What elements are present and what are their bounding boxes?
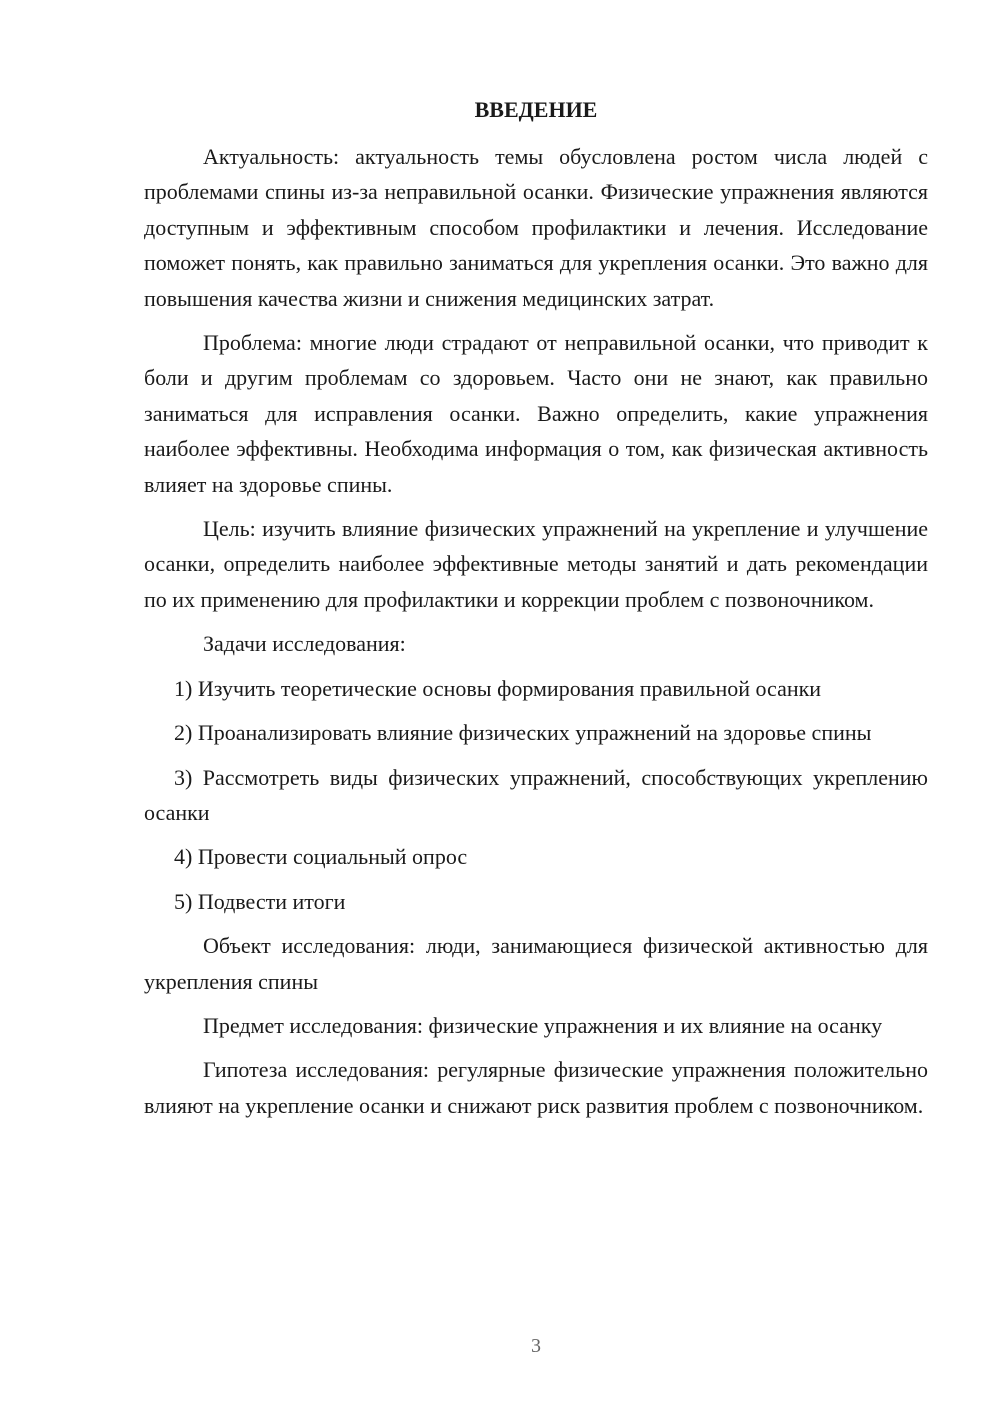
- task-item-3: 3) Рассмотреть виды физических упражнений, способствующих укреплению осанки: [144, 764, 928, 825]
- section-title: ВВЕДЕНИЕ: [474, 97, 598, 122]
- task-item-5: 5) Подвести итоги: [174, 888, 346, 914]
- paragraph-object: Объект исследования: люди, занимающиеся физической активностью для укрепления спины: [144, 933, 928, 994]
- task-item-4: 4) Провести социальный опрос: [174, 844, 468, 870]
- paragraph-subject: Предмет исследования: физические упражнения и их влияние на осанку: [203, 1012, 883, 1038]
- task-item-2: 2) Проанализировать влияние физических упражнений на здоровье спины: [174, 720, 872, 746]
- page-number: 3: [531, 1335, 541, 1357]
- document-page: [144, 95, 928, 1132]
- paragraph-goal: Цель: изучить влияние физических упражнений на укрепление и улучшение осанки, определить наиболее эффективные методы занятий и дать рекомендации по их применению для профилактики и коррекции проблем с позвоночником.: [144, 516, 928, 612]
- paragraph-hypothesis: Гипотеза исследования: регулярные физические упражнения положительно влияют на укрепление осанки и снижают риск развития проблем с позвоночником.: [144, 1057, 928, 1118]
- task-item-1: 1) Изучить теоретические основы формирования правильной осанки: [174, 675, 822, 701]
- paragraph-tasks-heading: Задачи исследования:: [203, 631, 406, 657]
- paragraph-problem: Проблема: многие люди страдают от неправильной осанки, что приводит к боли и другим проблемам со здоровьем. Часто они не знают, как правильно заниматься для исправления осанки. Важно определить, какие упражнения наиболее эффективны. Необходима информация о том, как физическая активность влияет на здоровье спины.: [144, 330, 928, 497]
- paragraph-relevance: Актуальность: актуальность темы обусловлена ростом числа людей с проблемами спины из-за неправильной осанки. Физические упражнения являются доступным и эффективным способом профилактики и лечения. Исследование поможет понять, как правильно заниматься для укрепления осанки. Это важно для повышения качества жизни и снижения медицинских затрат.: [144, 144, 928, 311]
